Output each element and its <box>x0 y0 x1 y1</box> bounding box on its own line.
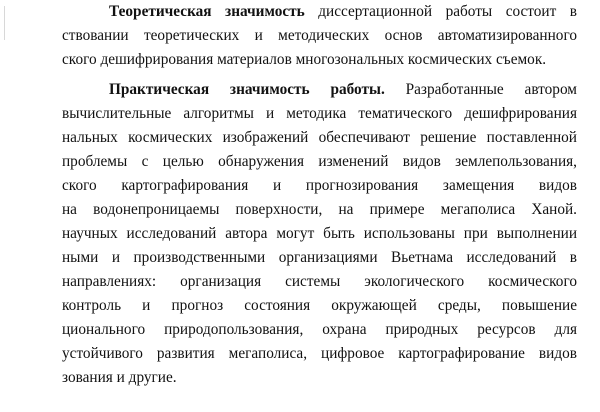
paragraph-2-line: нальных космических изображений обеспечивают решение поставленной <box>62 129 577 146</box>
paragraph-2-line: вычислительные алгоритмы и методика тематического дешифрирования <box>62 105 577 122</box>
paragraph-2-line: направлениях: организация системы экологического космического <box>62 273 577 290</box>
document-body <box>62 0 577 390</box>
paragraph-1-heading: Теоретическая значимость <box>109 3 305 20</box>
paragraph-2-line: на водонепроницаемы поверхности, на примере мегаполиса Ханой. <box>62 201 577 218</box>
paragraph-2-line: ционального природопользования, охрана природных ресурсов для <box>62 321 577 338</box>
paragraph-2-heading: Практическая значимость работы. <box>109 81 385 98</box>
paragraph-2-line: ными и производственными организациями Вьетнама исследований в <box>62 249 577 266</box>
paragraph-1-line-1 <box>62 0 577 24</box>
paragraph-2-line: ского картографирования и прогнозирования замещения видов <box>62 177 577 194</box>
paragraph-2-line: устойчивого развития мегаполиса, цифровое картографирование видов <box>62 345 577 362</box>
paragraph-2-line: контроль и прогноз состояния окружающей среды, повышение <box>62 297 577 314</box>
margin-rule <box>4 6 5 40</box>
paragraph-2-line-1 <box>62 78 577 102</box>
paragraph-2-last-line: зования и другие. <box>62 369 177 386</box>
paragraph-1-line-1-text: диссертационной работы состоит в <box>318 3 577 20</box>
paragraph-1-line-2: ствовании теоретических и методических основ автоматизированного <box>62 27 577 44</box>
paragraph-1-line-3: ского дешифрирования материалов многозональных космических съемок. <box>62 51 547 68</box>
paragraph-2-line: проблемы с целью обнаружения изменений видов землепользования, <box>62 153 577 170</box>
paragraph-2-line: научных исследований автора могут быть использованы при выполнении <box>62 225 577 242</box>
paragraph-2-line-1-text: Разработанные автором <box>384 81 577 98</box>
